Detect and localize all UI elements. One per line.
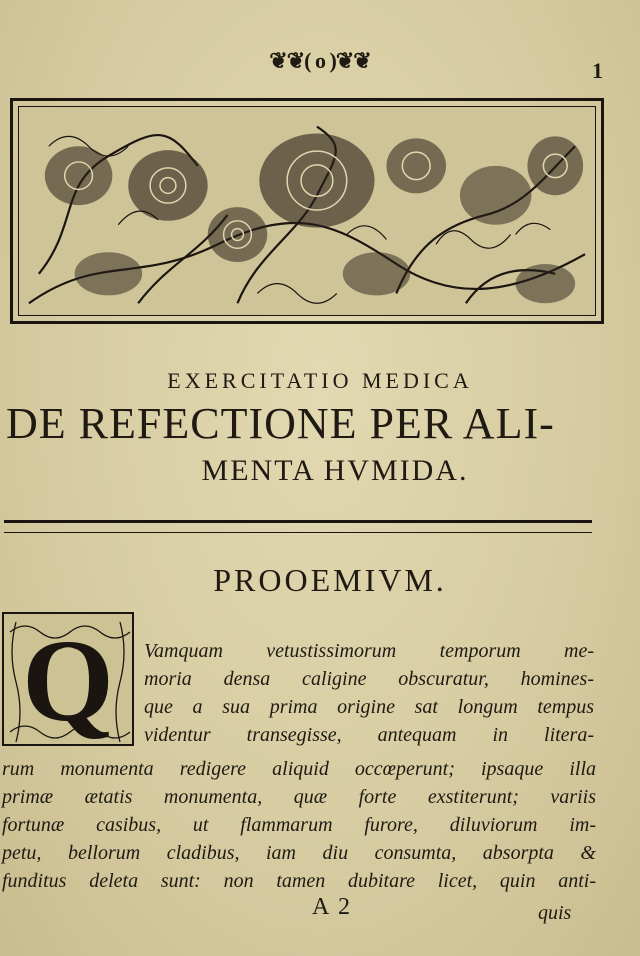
svg-text:Q: Q bbox=[22, 615, 114, 746]
signature-mark: A 2 bbox=[312, 894, 353, 920]
text-line: moria densa caligine obscuratur, homines- bbox=[144, 668, 594, 690]
text-line: videntur transegisse, antequam in litera- bbox=[144, 724, 594, 746]
text-line: que a sua prima origine sat longum tempus bbox=[144, 696, 594, 718]
title-line-3: MENTA HVMIDA. bbox=[201, 454, 469, 487]
text-line: petu, bellorum cladibus, iam diu consumta, absorpta & bbox=[2, 842, 596, 864]
text-line: fortunæ casibus, ut flammarum furore, diluviorum im- bbox=[2, 814, 596, 836]
text-line: rum monumenta redigere aliquid occœperunt; ipsaque illa bbox=[2, 758, 596, 780]
text-line: Vamquam vetustissimorum temporum me- bbox=[144, 640, 594, 662]
title-line-2: DE REFECTIONE PER ALI- bbox=[6, 399, 555, 448]
title-line-1: EXERCITATIO MEDICA bbox=[167, 368, 473, 393]
running-head-text: ❦❦( o )❦❦ bbox=[269, 48, 371, 73]
page-number: 1 bbox=[592, 58, 603, 83]
catchword: quis bbox=[538, 902, 572, 924]
text-line: primæ ætatis monumenta, quæ forte exstiterunt; variis bbox=[2, 786, 596, 808]
section-title: PROOEMIVM. bbox=[213, 562, 447, 598]
text-line: funditus deleta sunt: non tamen dubitare licet, quin anti- bbox=[2, 870, 596, 892]
